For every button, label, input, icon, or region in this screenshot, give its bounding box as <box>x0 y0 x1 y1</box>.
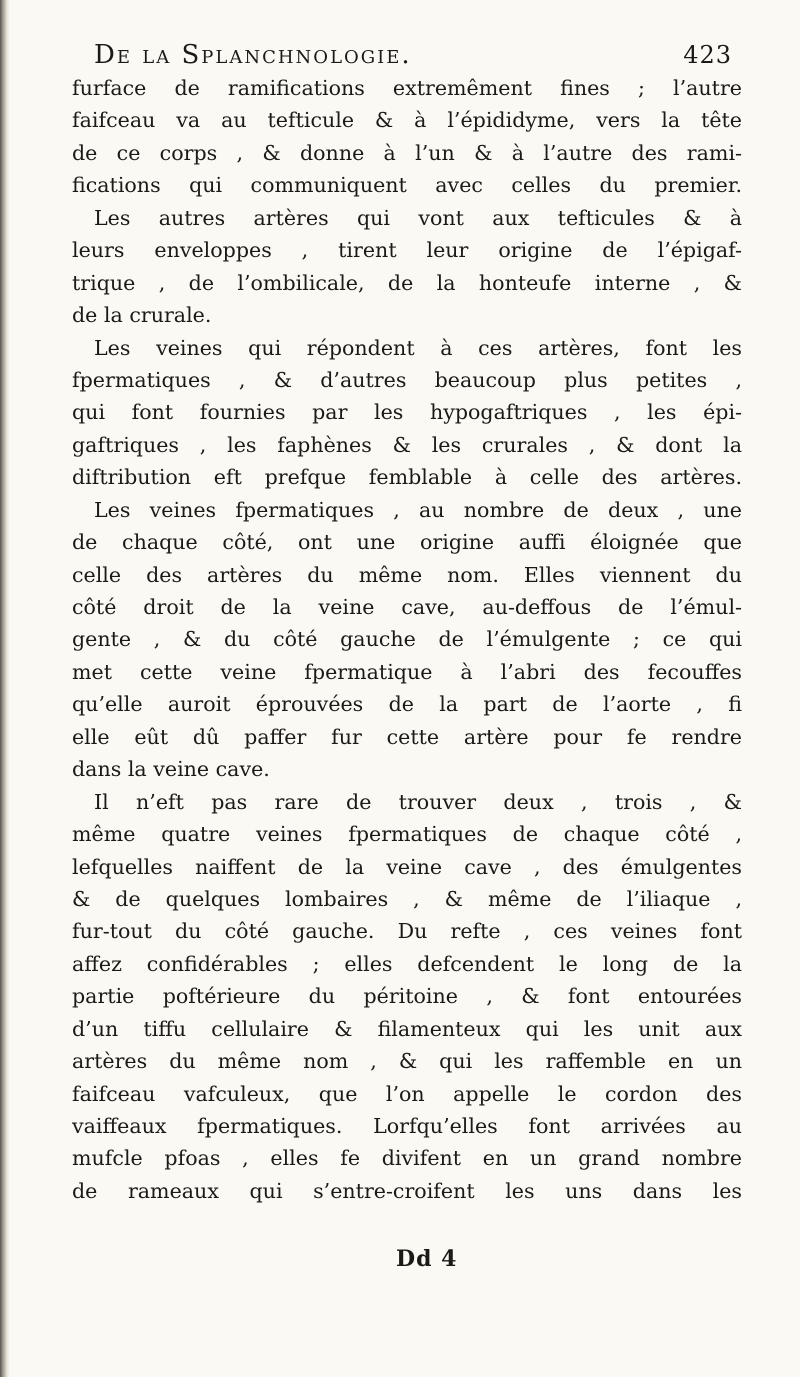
text-line: lefquelles naiffent de la veine cave , des émulgentes <box>72 854 742 879</box>
text-line: de la crurale. <box>72 303 212 328</box>
text-line: elle eût dû paffer fur cette artère pour fe rendre <box>72 724 742 749</box>
page-number: 423 <box>683 41 732 69</box>
text-line: gaftriques , les faphènes & les crurales , & dont la <box>72 432 742 457</box>
text-line: fpermatiques , & d’autres beaucoup plus petites , <box>72 367 742 392</box>
page-binding-edge <box>0 0 10 1377</box>
running-title: De la Splanchnologie. <box>94 40 412 70</box>
text-line: met cette veine fpermatique à l’abri des fecouffes <box>72 659 742 684</box>
text-line: artères du même nom , & qui les raffemble en un <box>72 1049 742 1074</box>
book-page <box>72 38 742 1207</box>
text-line: faifceau va au tefticule & à l’épididyme, vers la tête <box>72 108 742 133</box>
text-line: Les veines fpermatiques , au nombre de deux , une <box>94 497 742 522</box>
text-line: trique , de l’ombilicale, de la honteufe interne , & <box>72 270 742 295</box>
text-line: & de quelques lombaires , & même de l’iliaque , <box>72 886 742 911</box>
text-line: même quatre veines fpermatiques de chaque côté , <box>72 822 742 847</box>
text-line: partie poftérieure du péritoine , & font entourées <box>72 984 742 1009</box>
text-line: de chaque côté, ont une origine auffi éloignée que <box>72 530 742 555</box>
text-line: mufcle pfoas , elles fe divifent en un grand nombre <box>72 1146 742 1171</box>
text-line: de ce corps , & donne à l’un & à l’autre des rami- <box>72 140 742 165</box>
text-line: de rameaux qui s’entre-croifent les uns dans les <box>72 1178 742 1203</box>
text-line: affez confidérables ; elles defcendent le long de la <box>72 951 742 976</box>
text-line: fications qui communiquent avec celles du premier. <box>72 173 742 198</box>
text-line: faifceau vafculeux, que l’on appelle le cordon des <box>72 1081 742 1106</box>
text-line: furface de ramifications extremêment fines ; l’autre <box>72 76 742 100</box>
body-text <box>72 72 742 1207</box>
text-line: diftribution eft prefque femblable à celle des artères. <box>72 465 742 490</box>
text-line: fur-tout du côté gauche. Du refte , ces veines font <box>72 919 742 944</box>
text-line: Les veines qui répondent à ces artères, font les <box>94 335 742 360</box>
text-line: Les autres artères qui vont aux tefticules & à <box>94 205 742 230</box>
text-line: vaiffeaux fpermatiques. Lorfqu’elles font arrivées au <box>72 1114 742 1138</box>
text-line: celle des artères du même nom. Elles viennent du <box>72 562 742 587</box>
text-line: qui font fournies par les hypogaftriques , les épi- <box>72 400 742 425</box>
text-line: leurs enveloppes , tirent leur origine de l’épigaf- <box>72 238 742 263</box>
signature-mark: Dd 4 <box>396 1246 458 1272</box>
running-head <box>72 38 742 72</box>
text-line: côté droit de la veine cave, au-deffous de l’émul- <box>72 595 742 619</box>
text-line: Il n’eft pas rare de trouver deux , trois , & <box>94 789 742 814</box>
text-line: dans la veine cave. <box>72 757 270 782</box>
text-line: qu’elle auroit éprouvées de la part de l’aorte , fi <box>72 692 742 717</box>
text-line: d’un tiffu cellulaire & filamenteux qui les unit aux <box>72 1016 742 1041</box>
text-line: gente , & du côté gauche de l’émulgente ; ce qui <box>72 627 742 652</box>
